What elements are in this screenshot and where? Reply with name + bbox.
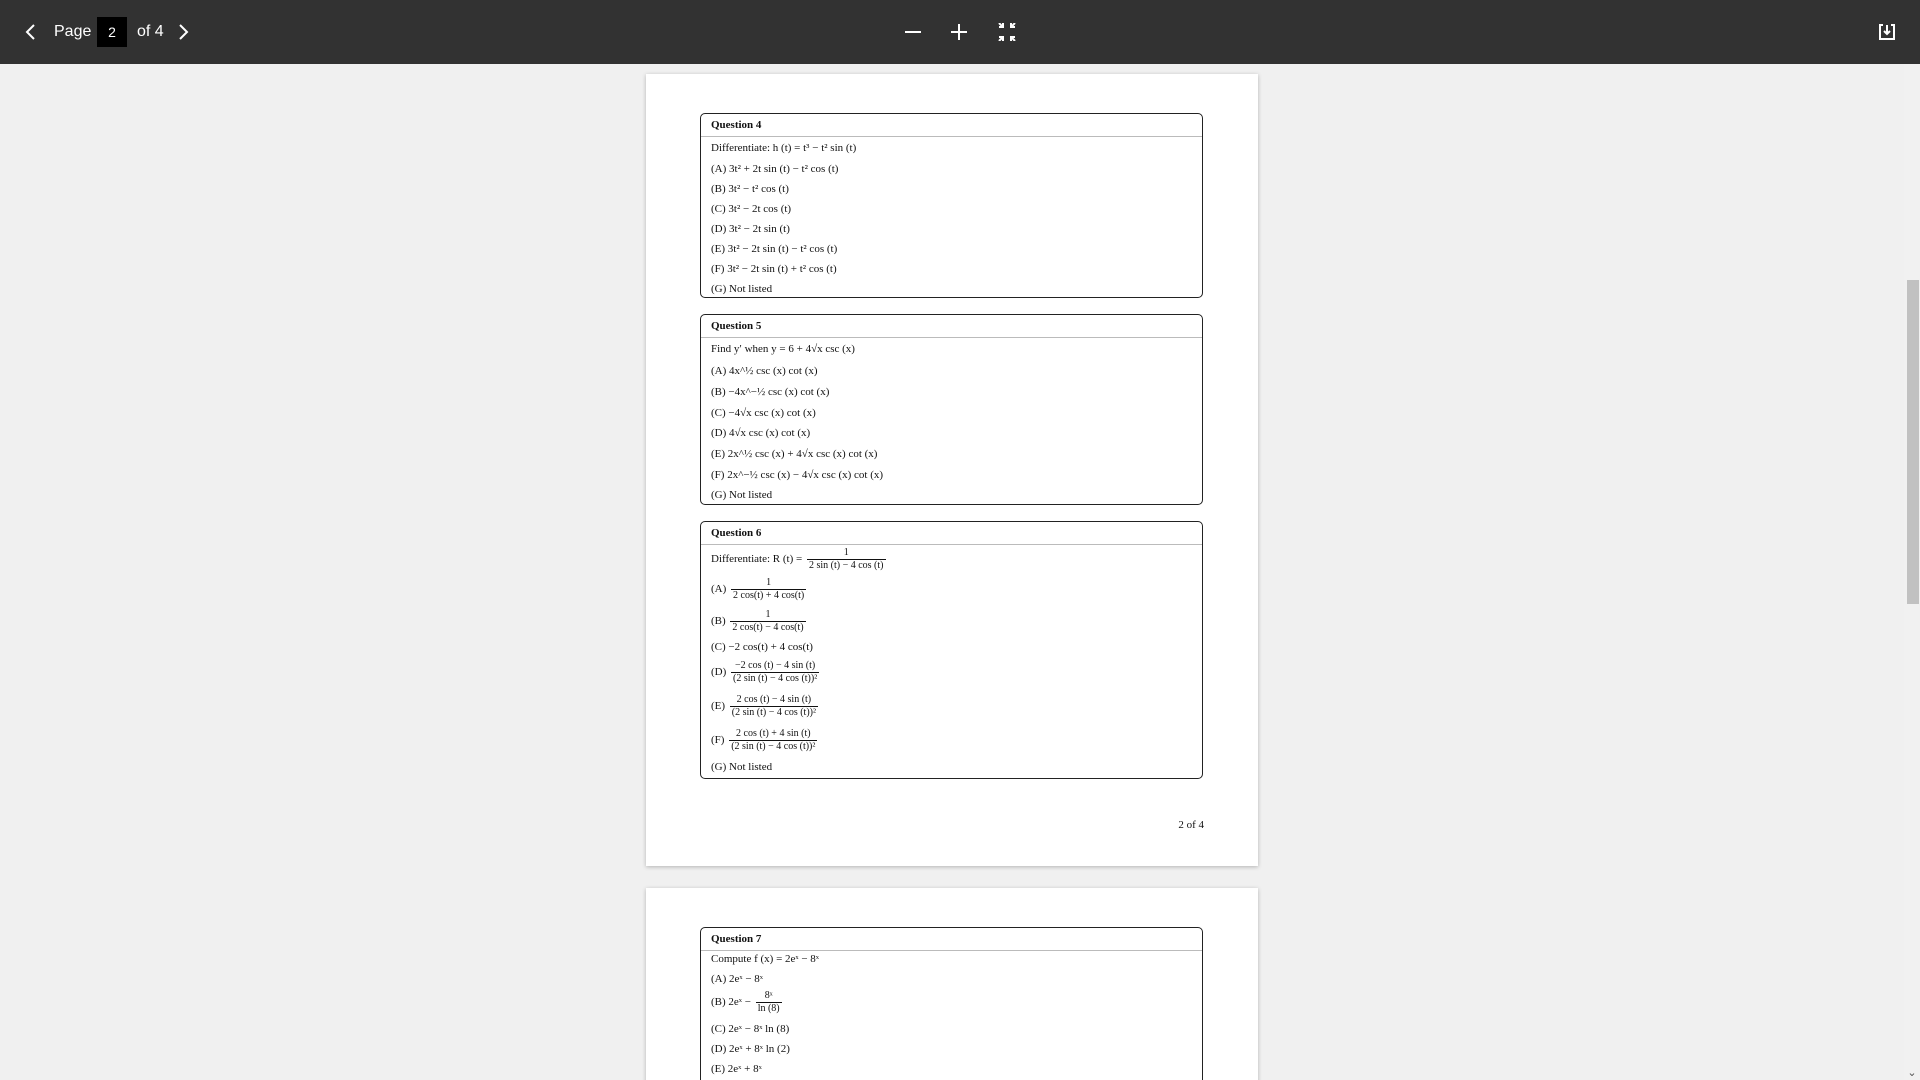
option-label: (E) [711, 1063, 726, 1075]
zoom-in-button[interactable] [941, 14, 977, 50]
answer-option [711, 728, 819, 753]
fraction [756, 990, 782, 1015]
answer-option [711, 1043, 790, 1055]
option-text: 2eˣ − 8ˣ ln (8) [728, 1023, 790, 1035]
next-page-button[interactable] [165, 14, 201, 50]
fraction [730, 609, 805, 634]
fit-page-button[interactable] [989, 14, 1025, 50]
answer-option [711, 577, 808, 602]
answer-option [711, 1063, 762, 1075]
answer-option: (C) −4√x csc (x) cot (x) [711, 407, 816, 419]
pdf-page-2 [646, 74, 1258, 866]
numerator: 8ˣ [756, 990, 782, 1003]
answer-option: (C) 3t² − 2t cos (t) [711, 203, 792, 215]
question-prompt [711, 547, 888, 572]
option-label: (B) [711, 996, 726, 1009]
pdf-page-3 [646, 888, 1258, 1080]
zoom-out-icon [904, 23, 922, 41]
fraction [731, 660, 819, 685]
fraction [807, 547, 886, 572]
question-5-box [700, 314, 1203, 505]
option-text: −2 cos(t) + 4 cos(t) [728, 641, 813, 653]
option-label: (B) [711, 615, 726, 628]
page-count-label: of 4 [137, 23, 164, 40]
chevron-right-icon [174, 23, 192, 41]
denominator: 2 cos(t) − 4 cos(t) [732, 622, 804, 633]
answer-option: (B) −4x^−½ csc (x) cot (x) [711, 386, 830, 398]
option-label: (G) [711, 761, 727, 773]
page-number-input[interactable] [97, 17, 127, 47]
previous-page-button[interactable] [13, 14, 49, 50]
answer-option: (G) Not listed [711, 283, 773, 295]
question-title: Question 6 [701, 522, 1202, 545]
download-icon [1878, 23, 1896, 41]
question-title: Question 5 [701, 315, 1202, 338]
option-text: Not listed [729, 761, 773, 773]
zoom-in-icon [950, 23, 968, 41]
fraction [729, 728, 817, 753]
option-label: (A) [711, 973, 727, 985]
denominator: (2 sin (t) − 4 cos (t))² [731, 741, 816, 752]
answer-option: (E) 2x^½ csc (x) + 4√x csc (x) cot (x) [711, 448, 878, 460]
denominator: ln (8) [757, 1003, 780, 1014]
fraction [731, 577, 806, 602]
option-label: (C) [711, 1023, 726, 1035]
answer-option: (A) 3t² + 2t sin (t) − t² cos (t) [711, 163, 839, 175]
option-label: (C) [711, 641, 726, 653]
option-lead: 2eˣ − [728, 996, 751, 1009]
fit-page-icon [998, 23, 1016, 41]
option-label: (A) [711, 583, 727, 596]
answer-option [711, 660, 821, 685]
answer-option [711, 1023, 789, 1035]
question-title: Question 4 [701, 114, 1202, 137]
prompt-lead: Differentiate: R (t) = [711, 553, 803, 566]
numerator: 1 [807, 547, 886, 560]
answer-option [711, 641, 813, 653]
scrollbar-thumb[interactable] [1907, 280, 1919, 604]
question-6-box [700, 521, 1203, 779]
question-prompt: Differentiate: h (t) = t³ − t² sin (t) [711, 142, 857, 154]
pdf-toolbar [0, 0, 1920, 64]
answer-option: (D) 4√x csc (x) cot (x) [711, 427, 811, 439]
fraction [730, 694, 818, 719]
question-title: Question 7 [701, 928, 1202, 951]
denominator: 2 cos(t) + 4 cos(t) [733, 590, 805, 601]
answer-option [711, 609, 808, 634]
numerator: 1 [731, 577, 806, 590]
download-button[interactable] [1869, 14, 1905, 50]
vertical-scrollbar[interactable] [1904, 64, 1920, 1080]
option-label: (E) [711, 700, 726, 713]
answer-option [711, 973, 763, 985]
zoom-out-button[interactable] [895, 14, 931, 50]
answer-option: (E) 3t² − 2t sin (t) − t² cos (t) [711, 243, 838, 255]
answer-option: (G) Not listed [711, 489, 773, 501]
answer-option: (F) 3t² − 2t sin (t) + t² cos (t) [711, 263, 837, 275]
option-label: (D) [711, 666, 727, 679]
numerator: 1 [730, 609, 805, 622]
option-text: 2eˣ − 8ˣ [729, 973, 763, 985]
denominator: (2 sin (t) − 4 cos (t))² [731, 707, 816, 718]
answer-option [711, 761, 772, 773]
answer-option [711, 990, 784, 1015]
answer-option: (A) 4x^½ csc (x) cot (x) [711, 365, 818, 377]
answer-option: (F) 2x^−½ csc (x) − 4√x csc (x) cot (x) [711, 469, 884, 481]
answer-option [711, 694, 820, 719]
answer-option: (D) 3t² − 2t sin (t) [711, 223, 790, 235]
numerator: −2 cos (t) − 4 sin (t) [731, 660, 819, 673]
denominator: (2 sin (t) − 4 cos (t))² [733, 673, 818, 684]
denominator: 2 sin (t) − 4 cos (t) [808, 560, 884, 571]
scroll-down-icon[interactable]: ⌄ [1907, 1067, 1917, 1079]
answer-option: (B) 3t² − t² cos (t) [711, 183, 789, 195]
numerator: 2 cos (t) − 4 sin (t) [730, 694, 818, 707]
question-prompt: Compute f (x) = 2eˣ − 8ˣ [711, 953, 819, 965]
option-text: 2eˣ + 8ˣ [727, 1063, 762, 1075]
document-viewer[interactable] [0, 64, 1904, 1080]
option-text: 2eˣ + 8ˣ ln (2) [729, 1043, 790, 1055]
question-7-box [700, 927, 1203, 1080]
question-prompt: Find y′ when y = 6 + 4√x csc (x) [711, 343, 855, 355]
question-4-box [700, 113, 1203, 298]
page-label: Page [54, 23, 92, 40]
page-footer-number: 2 of 4 [1178, 819, 1204, 831]
option-label: (F) [711, 734, 725, 747]
chevron-left-icon [22, 23, 40, 41]
numerator: 2 cos (t) + 4 sin (t) [729, 728, 817, 741]
option-label: (D) [711, 1043, 727, 1055]
